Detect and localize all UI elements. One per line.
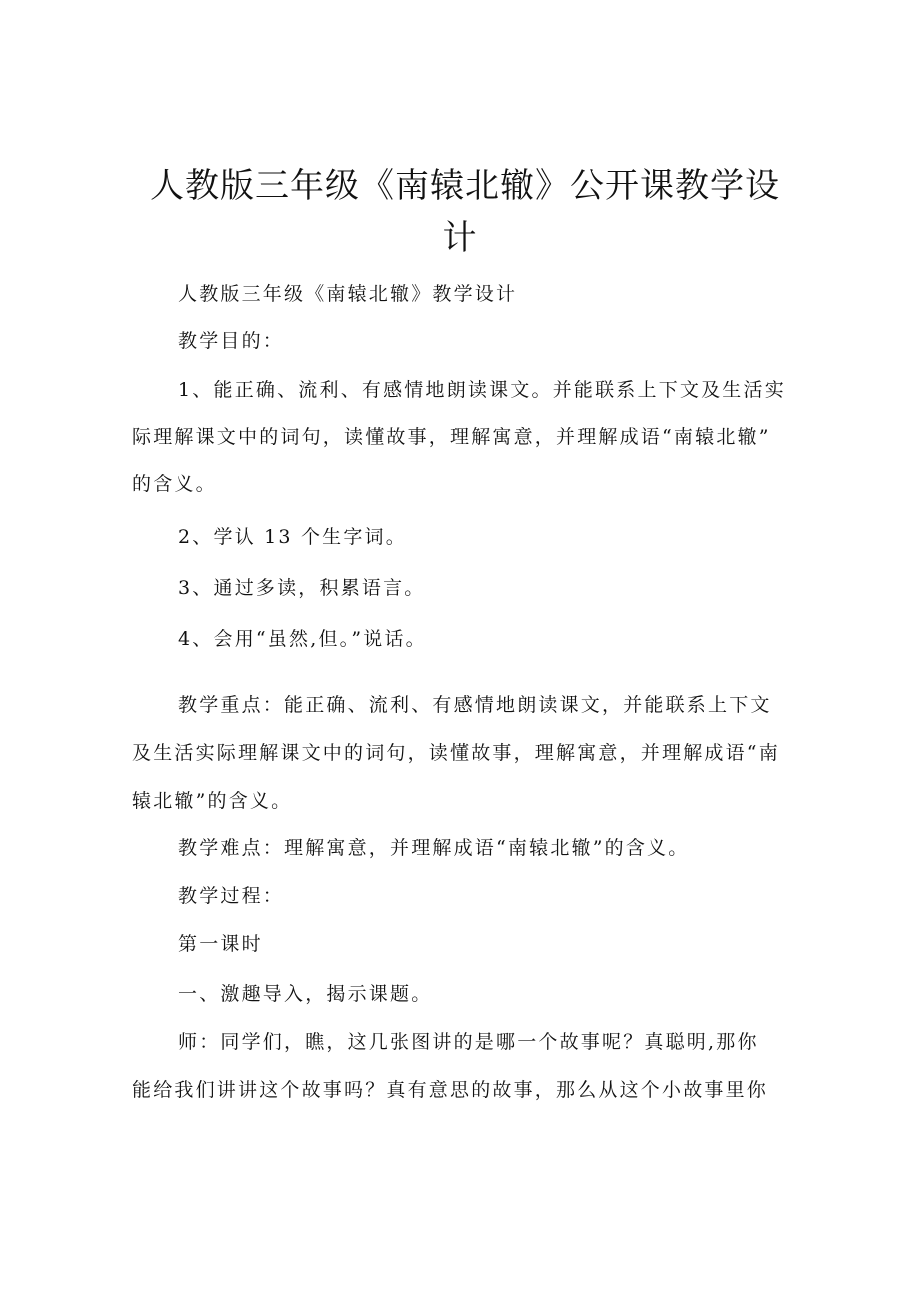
process-heading: 教学过程：	[178, 885, 285, 907]
goal-1-line-2: 际理解课文中的词句，读懂故事，理解寓意，并理解成语“南辕北辙”	[132, 426, 771, 448]
lesson-heading: 第一课时	[178, 933, 263, 955]
subtitle: 人教版三年级《南辕北辙》教学设计	[178, 283, 518, 305]
document-title	[150, 160, 780, 264]
teacher-line-1: 师：同学们，瞧，这几张图讲的是哪一个故事呢？真聪明,那你	[178, 1031, 759, 1053]
goals-heading: 教学目的：	[178, 330, 285, 352]
goal-4: 4、会用“虽然,但。”说话。	[178, 628, 427, 650]
teacher-line-2: 能给我们讲讲这个故事吗？真有意思的故事，那么从这个小故事里你	[132, 1079, 769, 1101]
goal-2: 2、学认 13 个生字词。	[178, 526, 407, 548]
title-line-1: 人教版三年级《南辕北辙》公开课教学设	[150, 166, 780, 206]
key-point-line-3: 辕北辙”的含义。	[132, 790, 293, 812]
goal-1-line-1: 1、能正确、流利、有感情地朗读课文。并能联系上下文及生活实	[178, 379, 786, 401]
difficulty: 教学难点：理解寓意，并理解成语“南辕北辙”的含义。	[178, 837, 690, 859]
title-line-2: 计	[442, 218, 478, 258]
section-1-heading: 一、激趣导入，揭示课题。	[178, 983, 433, 1005]
key-point-line-2: 及生活实际理解课文中的词句，读懂故事，理解寓意，并理解成语“南	[132, 742, 780, 764]
goal-3: 3、通过多读，积累语言。	[178, 577, 426, 599]
key-point-line-1: 教学重点：能正确、流利、有感情地朗读课文，并能联系上下文	[178, 694, 772, 716]
goal-1-line-3: 的含义。	[132, 473, 217, 495]
